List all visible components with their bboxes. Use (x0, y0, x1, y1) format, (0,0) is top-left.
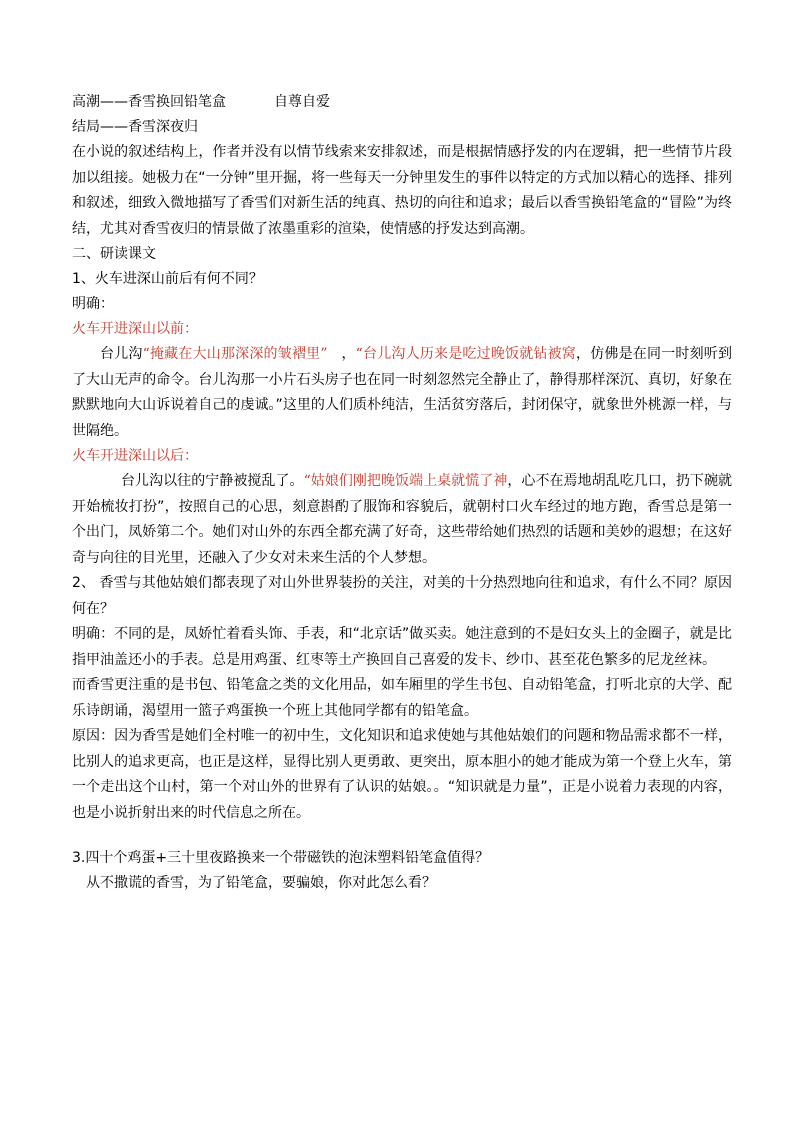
before-sep: ， (341, 346, 356, 362)
after-rest: ，心不在焉地胡乱吃几口，扔下碗就开始梳妆打扮”，按照自己的心思，刻意斟酌了服饰和容貌后，就朝村口火车经过的地方跑，香雪总是第一个出门，凤娇第二个。她们对山外的东西全都充满了好奇，这些带给她们热烈的话题和美妙的遐想；在这好奇与向往的目光里，还融入了少女对未来生活的个人梦想。 (72, 473, 732, 566)
before-paragraph (72, 342, 732, 444)
before-pre: 台儿沟 (100, 346, 143, 362)
climax-line (72, 90, 732, 115)
answer-label: 明确： (72, 296, 114, 312)
question-2: 2、 香雪与其他姑娘们都表现了对山外世界装扮的关注，对美的十分热烈地向往和追求，有什么不同？原因何在？ (72, 575, 732, 617)
climax-theme: 自尊自爱 (274, 94, 330, 110)
spacer (72, 826, 732, 846)
after-quote: “姑娘们刚把晚饭端上桌就慌了神 (303, 473, 508, 489)
question-2-xiangxue: 而香雪更注重的是书包、铅笔盒之类的文化用品，如车厢里的学生书包、自动铅笔盒，打听北京的大学、配乐诗朗诵，渴望用一篮子鸡蛋换一个班上其他同学都有的铅笔盒。 (72, 677, 732, 719)
document-page (72, 90, 732, 896)
question-2-answer: 明确：不同的是，凤娇忙着看头饰、手表，和“北京话”做买卖。她注意到的不是妇女头上的金圈子，就是比指甲油盖还小的手表。总是用鸡蛋、红枣等土产换回自己喜爱的发卡、纱巾、甚至花色繁多的尼龙丝袜。 (72, 626, 732, 668)
before-rest: ，仿佛是在同一时刻听到了大山无声的命令。台儿沟那一小片石头房子也在同一时刻忽然完全静止了，静得那样深沉、真切，好象在默默地向大山诉说着自己的虔诚。”这里的人们质朴纯洁，生活贫穷落后，封闭保守，就象世外桃源一样，与世隔绝。 (72, 346, 733, 439)
after-label: 火车开进深山以后： (72, 448, 198, 464)
climax-label: 高潮——香雪换回铅笔盒 (72, 94, 226, 110)
question-2-reason: 原因：因为香雪是她们全村唯一的初中生，文化知识和追求使她与其他姑娘们的问题和物品需求都不一样，比别人的追求更高，也正是这样，显得比别人更勇敢、更突出，原本胆小的她才能成为第一个登上火车，第一个走出这个山村，第一个对山外的世界有了认识的姑娘。。“知识就是力量”，正是小说着力表现的内容，也是小说折射出来的时代信息之所在。 (72, 728, 732, 821)
ending-line: 结局——香雪深夜归 (72, 119, 198, 135)
before-quote-1: “掩藏在大山那深深的皱褶里” (142, 346, 328, 362)
after-pre: 台儿沟以往的宁静被搅乱了。 (121, 473, 304, 489)
section-heading: 二、研读课文 (72, 246, 156, 262)
structure-paragraph: 在小说的叙述结构上，作者并没有以情节线索来安排叙述，而是根据情感抒发的内在逻辑，把一些情节片段加以组接。她极力在“一分钟”里开掘，将一些每天一分钟里发生的事件以特定的方式加以精心的选择、排列和叙述，细致入微地描写了香雪们对新生活的纯真、热切的向往和追求；最后以香雪换铅笔盒的“冒险”为终结，尤其对香雪夜归的情景做了浓墨重彩的渲染，使情感的抒发达到高潮。 (72, 144, 732, 237)
question-3-sub: 从不撒谎的香雪，为了铅笔盒，要骗娘，你对此怎么看？ (86, 875, 436, 891)
before-label: 火车开进深山以前： (72, 321, 198, 337)
question-3: 3.四十个鸡蛋+三十里夜路换来一个带磁铁的泡沫塑料铅笔盒值得？ (72, 850, 490, 866)
before-quote-2: “台儿沟人历来是吃过晚饭就钻被窝 (355, 346, 577, 362)
question-1: 1、火车进深山前后有何不同？ (72, 271, 263, 287)
after-paragraph (72, 469, 732, 571)
